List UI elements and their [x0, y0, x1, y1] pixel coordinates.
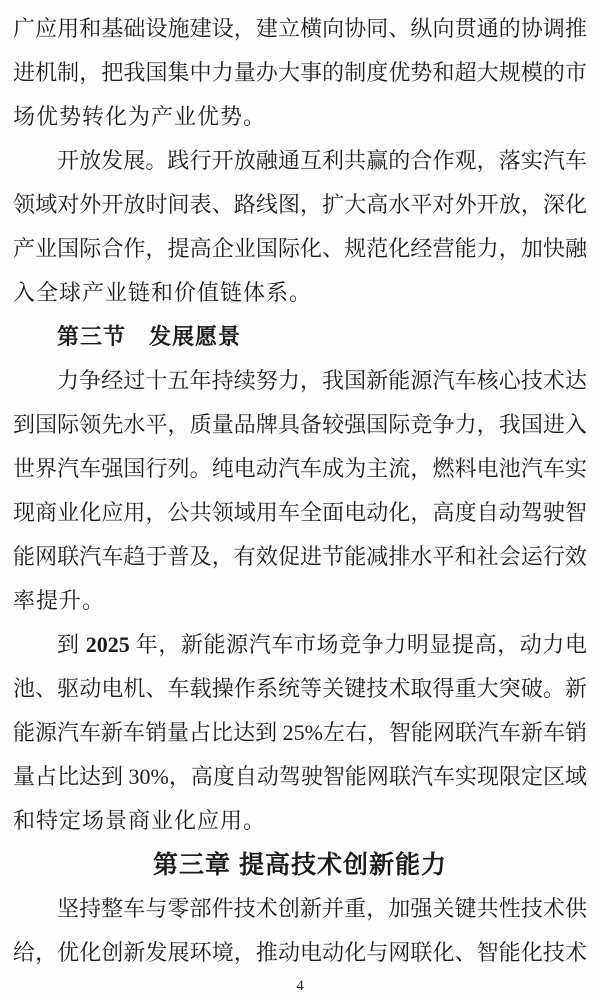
paragraph-line: 入全球产业链和价值链体系。 — [13, 280, 313, 305]
paragraph-line: 能网联汽车趋于普及，有效促进节能减排水平和社会运行效 — [13, 544, 587, 569]
paragraph-text: 年，新能源汽车市场竞争力明显提高，动力电 — [129, 632, 587, 657]
paragraph-line: 率提升。 — [13, 588, 106, 613]
paragraph-line: 能源汽车新车销量占比达到 25%左右，智能网联汽车新车销 — [13, 720, 587, 745]
paragraph-line: 量占比达到 30%，高度自动驾驶智能网联汽车实现限定区域 — [13, 764, 587, 789]
paragraph-line: 世界汽车强国行列。纯电动汽车成为主流，燃料电池汽车实 — [13, 456, 587, 481]
paragraph-line: 池、驱动电机、车载操作系统等关键技术取得重大突破。新 — [13, 676, 587, 701]
section-heading: 第三节 发展愿景 — [57, 324, 242, 349]
paragraph-line: 进机制，把我国集中力量办大事的制度优势和超大规模的市 — [13, 60, 587, 85]
paragraph-line: 给，优化创新发展环境，推动电动化与网联化、智能化技术 — [13, 940, 587, 965]
paragraph-line: 现商业化应用，公共领域用车全面电动化，高度自动驾驶智 — [13, 500, 587, 525]
page-number: 4 — [296, 978, 304, 994]
paragraph-line: 场优势转化为产业优势。 — [13, 104, 267, 129]
paragraph-line: 力争经过十五年持续努力，我国新能源汽车核心技术达 — [57, 368, 587, 393]
paragraph-line: 广应用和基础设施建设，建立横向协同、纵向贯通的协调推 — [13, 16, 587, 41]
document-body — [13, 7, 587, 975]
paragraph-line: 和特定场景商业化应用。 — [13, 808, 267, 833]
paragraph-line: 领域对外开放时间表、路线图，扩大高水平对外开放，深化 — [13, 192, 587, 217]
chapter-heading: 第三章 提高技术创新能力 — [153, 851, 447, 879]
paragraph-line: 产业国际合作，提高企业国际化、规范化经营能力，加快融 — [13, 236, 587, 261]
paragraph-text: 到 — [57, 632, 86, 657]
year-value: 2025 — [85, 632, 130, 657]
paragraph-line: 开放发展。践行开放融通互利共赢的合作观，落实汽车 — [57, 148, 587, 173]
paragraph-line: 坚持整车与零部件技术创新并重，加强关键共性技术供 — [57, 896, 587, 921]
paragraph-line: 到国际领先水平，质量品牌具备较强国际竞争力，我国进入 — [13, 412, 587, 437]
paragraph-line — [13, 623, 587, 667]
